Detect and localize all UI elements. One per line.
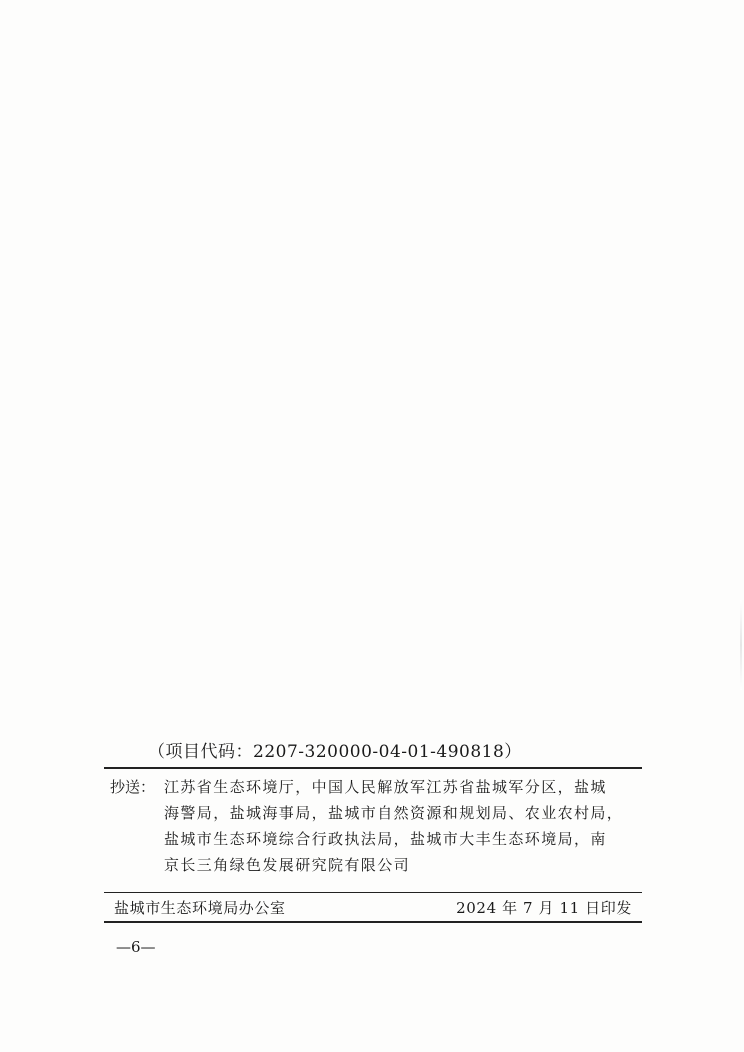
cc-line: 江苏省生态环境厅，中国人民解放军江苏省盐城军分区，盐城 <box>164 778 607 796</box>
middle-divider <box>104 892 642 893</box>
cc-line: 京长三角绿色发展研究院有限公司 <box>164 856 411 874</box>
project-code: （项目代码：2207-320000-04-01-490818） <box>148 742 522 762</box>
bottom-divider <box>104 921 642 923</box>
issuing-office: 盐城市生态环境局办公室 <box>114 899 286 917</box>
top-divider <box>104 767 642 769</box>
cc-line: 海警局，盐城海事局，盐城市自然资源和规划局、农业农村局， <box>164 804 624 822</box>
page-number: —6— <box>116 938 156 956</box>
scan-edge-mark <box>740 600 742 690</box>
cc-line: 盐城市生态环境综合行政执法局，盐城市大丰生态环境局，南 <box>164 830 607 848</box>
issue-date: 2024 年 7 月 11 日印发 <box>456 899 632 917</box>
cc-label: 抄送： <box>110 778 156 796</box>
cc-recipients <box>164 774 634 878</box>
